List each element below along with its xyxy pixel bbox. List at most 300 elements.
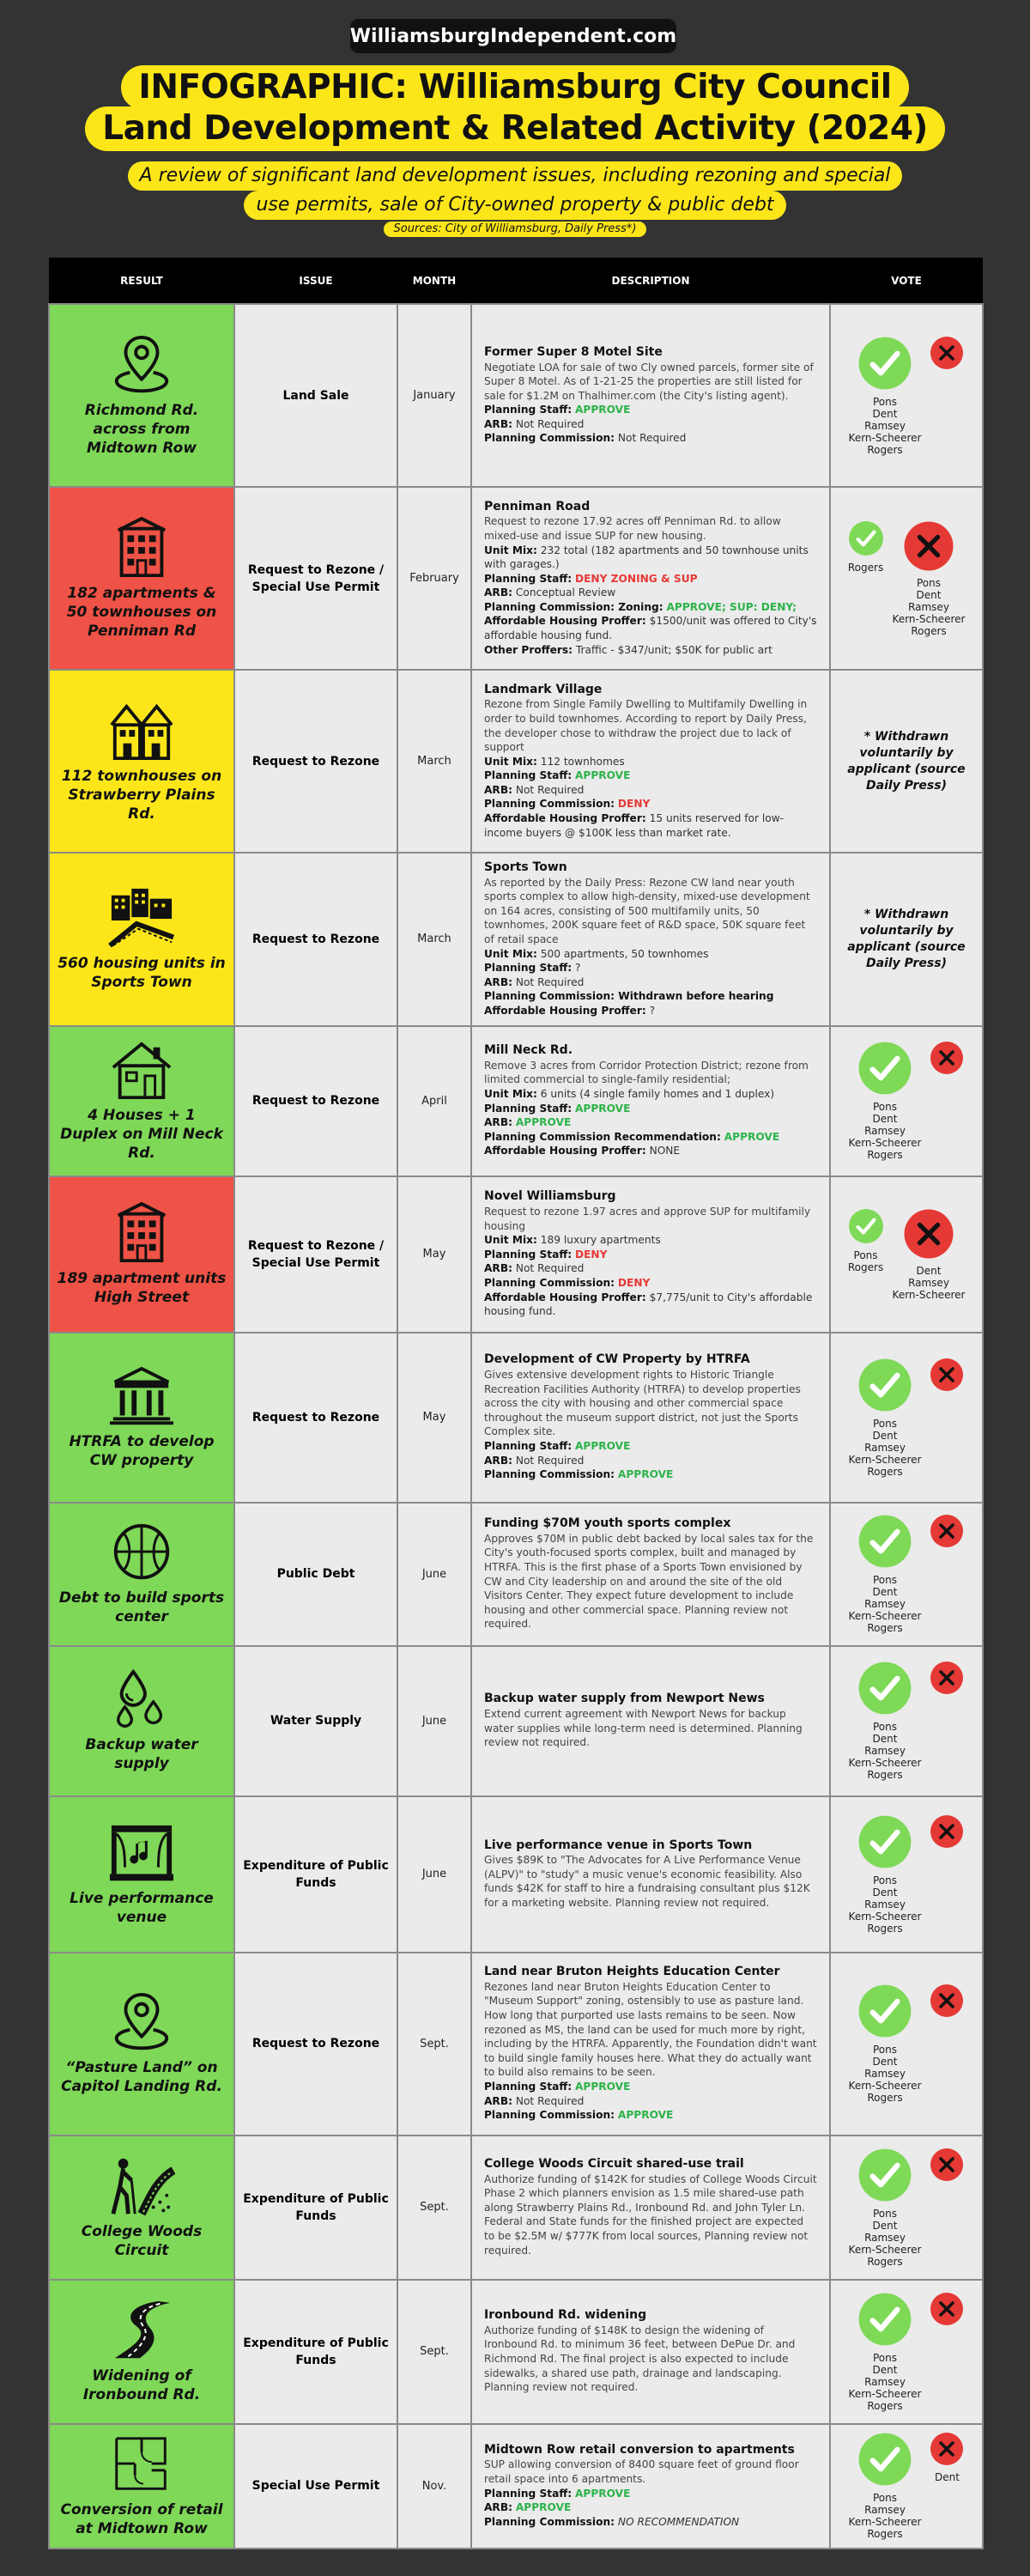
detail-line — [484, 1102, 817, 1116]
yes-names: Pons Dent Ramsey Kern-Scheerer Rogers — [848, 1101, 922, 1162]
detail-line — [484, 1276, 817, 1291]
line-label: Affordable Housing Proffer: — [484, 1291, 646, 1303]
line-label: Affordable Housing Proffer: — [484, 1004, 646, 1017]
result-cell — [49, 1026, 234, 1176]
deny-x-icon — [930, 1358, 964, 1392]
no-votes — [930, 1041, 964, 1161]
sources-note: Sources: City of Williamsburg, Daily Press*) — [384, 222, 647, 237]
table-row — [49, 670, 983, 853]
description-body: Rezones land near Bruton Heights Education Center to "Museum Support" zoning, ostensibly to use as pasture land. How long that purported use lasts remains to be seen. Now rezoned as MS, the land can be used for much more by right, including by the HTRFA. Apparently, the Foundation didn't want to build single family houses here. What they do actually want to build also remains to be seen. — [484, 1980, 817, 2079]
deny-x-icon — [903, 1208, 954, 1260]
issue-cell: Expenditure of Public Funds — [234, 2136, 397, 2280]
issue-cell: Request to Rezone / Special Use Permit — [234, 487, 397, 670]
vote-tally — [834, 1208, 978, 1301]
result-cell — [49, 1333, 234, 1503]
line-label: ARB: — [484, 417, 512, 430]
detail-line — [484, 572, 817, 586]
line-value: DENY — [574, 1248, 608, 1261]
table-row — [49, 304, 983, 487]
detail-line — [484, 1144, 817, 1158]
table-header-row — [49, 258, 983, 304]
yes-votes — [848, 1208, 884, 1301]
vote-cell — [830, 1646, 983, 1796]
vote-cell — [830, 1796, 983, 1953]
line-value: NONE — [649, 1145, 681, 1157]
vote-tally — [834, 2432, 978, 2540]
result-cell — [49, 487, 234, 670]
description-title: College Woods Circuit shared-use trail — [484, 2156, 744, 2171]
detail-line — [484, 600, 817, 615]
line-label: Planning Staff: — [484, 1248, 573, 1261]
detail-line — [484, 811, 817, 840]
line-label: Unit Mix: — [484, 947, 537, 960]
no-names: Pons Dent Ramsey Kern-Scheerer Rogers — [892, 576, 966, 637]
month-cell: May — [397, 1176, 471, 1333]
result-cell — [49, 1953, 234, 2136]
detail-line — [484, 1454, 817, 1468]
description-cell — [471, 853, 830, 1026]
line-value: NO RECOMMENDATION — [617, 2515, 740, 2528]
table-row — [49, 1953, 983, 2136]
result-cell — [49, 304, 234, 487]
line-value: $7,775/unit to City's affordable housing fund. — [484, 1291, 813, 1318]
description-title: Penniman Road — [484, 499, 591, 513]
description-title: Sports Town — [484, 860, 567, 874]
detail-line — [484, 614, 817, 642]
infographic-title — [0, 65, 1030, 151]
detail-line — [484, 2487, 817, 2501]
vote-tally — [834, 1661, 978, 1781]
detail-line — [484, 989, 817, 1004]
line-value: APPROVE — [574, 2487, 631, 2500]
yes-names: Pons Dent Ramsey Kern-Scheerer Rogers — [848, 2351, 922, 2412]
detail-line — [484, 417, 817, 432]
infographic-subtitle — [0, 161, 1030, 237]
activity-table — [48, 258, 984, 2549]
no-votes — [930, 1661, 964, 1781]
vote-cell — [830, 1953, 983, 2136]
museum-icon — [108, 1365, 175, 1427]
vote-cell — [830, 2424, 983, 2549]
title-line-2: Land Development & Related Activity (2024) — [85, 106, 945, 151]
line-label: Planning Staff: — [484, 1102, 573, 1115]
line-value: APPROVE — [515, 1116, 572, 1129]
result-label: Widening of Ironbound Rd. — [82, 2366, 201, 2403]
line-label: Planning Commission: — [484, 2109, 615, 2122]
yes-names: Pons Ramsey Kern-Scheerer Rogers — [848, 2492, 922, 2541]
line-value: APPROVE — [574, 2081, 631, 2093]
result-label: 112 townhouses on Strawberry Plains Rd. — [61, 767, 222, 823]
result-cell — [49, 1796, 234, 1953]
table-row — [49, 1796, 983, 1953]
yes-votes — [849, 1358, 922, 1478]
deny-x-icon — [930, 1661, 964, 1695]
apartment-building-icon — [108, 1202, 175, 1264]
result-cell — [49, 2136, 234, 2280]
basketball-icon — [108, 1522, 175, 1583]
line-label: Affordable Housing Proffer: — [484, 1145, 646, 1157]
yes-names: Pons Dent Ramsey Kern-Scheerer Rogers — [848, 2044, 922, 2105]
approve-check-icon — [857, 1358, 912, 1413]
detail-line — [484, 2515, 817, 2530]
detail-line — [484, 2094, 817, 2109]
line-label: Other Proffers: — [484, 643, 573, 656]
issue-cell: Request to Rezone — [234, 1953, 397, 2136]
result-label: 182 apartments & 50 townhouses on Penniman Rd — [66, 584, 217, 640]
line-label: Planning Commission: Zoning: — [484, 600, 663, 613]
line-label: Planning Staff: — [484, 769, 573, 782]
line-value: Not Required — [515, 1454, 585, 1467]
result-label: Richmond Rd. across from Midtown Row — [84, 401, 199, 457]
vote-cell — [830, 670, 983, 853]
description-title: Former Super 8 Motel Site — [484, 344, 663, 359]
description-cell — [471, 2424, 830, 2549]
description-title: Landmark Village — [484, 682, 603, 696]
no-votes — [930, 2432, 964, 2540]
table-row — [49, 853, 983, 1026]
vote-cell — [830, 1333, 983, 1503]
issue-cell: Special Use Permit — [234, 2424, 397, 2549]
deny-x-icon — [930, 2148, 964, 2182]
issue-cell: Expenditure of Public Funds — [234, 1796, 397, 1953]
yes-names: Pons Dent Ramsey Kern-Scheerer Rogers — [848, 1417, 922, 1478]
month-cell: March — [397, 853, 471, 1026]
month-cell: June — [397, 1503, 471, 1646]
yes-names: Pons Dent Ramsey Kern-Scheerer Rogers — [848, 1721, 922, 1782]
line-label: Planning Staff: — [484, 2081, 573, 2093]
table-row — [49, 2424, 983, 2549]
subtitle-line-2: use permits, sale of City-owned property & public debt — [244, 191, 785, 220]
line-value: 189 luxury apartments — [540, 1234, 661, 1247]
no-names: Dent Ramsey Kern-Scheerer — [892, 1264, 966, 1301]
approve-check-icon — [848, 520, 884, 556]
approve-check-icon — [857, 2292, 912, 2347]
deny-x-icon — [930, 1041, 964, 1075]
detail-line — [484, 975, 817, 990]
detail-line — [484, 431, 817, 446]
yes-votes — [849, 2432, 922, 2540]
yes-names: Pons Dent Ramsey Kern-Scheerer Rogers — [848, 395, 922, 456]
vote-cell — [830, 1026, 983, 1176]
line-value: APPROVE; SUP: DENY; — [666, 600, 797, 613]
issue-cell: Request to Rezone — [234, 1333, 397, 1503]
vote-tally — [834, 1358, 978, 1478]
yes-votes — [849, 2148, 922, 2268]
description-body: Rezone from Single Family Dwelling to Multifamily Dwelling in order to build townhomes. According to report by Daily Press, the developer chose to withdraw the project due to lack of support — [484, 698, 808, 754]
house-icon — [108, 1039, 175, 1101]
vote-cell — [830, 304, 983, 487]
approve-check-icon — [857, 336, 912, 391]
detail-line — [484, 643, 817, 658]
month-cell: Sept. — [397, 2280, 471, 2424]
deny-x-icon — [930, 1984, 964, 2018]
detail-line — [484, 544, 817, 572]
line-label: Unit Mix: — [484, 544, 537, 556]
result-label: Live performance venue — [70, 1889, 214, 1926]
approve-check-icon — [857, 1984, 912, 2038]
vote-tally — [834, 2148, 978, 2268]
result-label: 189 apartment units High Street — [57, 1269, 227, 1306]
line-label: ARB: — [484, 1116, 512, 1129]
site-badge: WilliamsburgIndependent.com — [350, 19, 676, 53]
table-row — [49, 1026, 983, 1176]
description-cell — [471, 670, 830, 853]
month-cell: January — [397, 304, 471, 487]
description-title: Live performance venue in Sports Town — [484, 1838, 753, 1852]
line-value: DENY ZONING & SUP — [574, 572, 698, 585]
withdrawn-note: * Withdrawn voluntarily by applicant (source Daily Press) — [847, 729, 966, 793]
yes-names: Pons Dent Ramsey Kern-Scheerer Rogers — [848, 2207, 922, 2268]
floor-plan-icon — [108, 2433, 175, 2495]
vote-tally — [834, 2292, 978, 2412]
no-votes — [893, 1208, 966, 1301]
line-label: Affordable Housing Proffer: — [484, 615, 646, 628]
line-label: ARB: — [484, 2501, 512, 2514]
description-title: Mill Neck Rd. — [484, 1043, 573, 1058]
line-label: ARB: — [484, 2094, 512, 2107]
line-value: 15 units reserved for low-income buyers @ $100K less than market rate. — [484, 812, 785, 839]
city-development-icon — [108, 887, 175, 949]
yes-votes — [849, 1984, 922, 2104]
line-label: Planning Commission: — [484, 1276, 615, 1289]
title-line-1: INFOGRAPHIC: Williamsburg City Council — [121, 65, 908, 110]
approve-check-icon — [857, 1041, 912, 1096]
detail-line — [484, 2080, 817, 2094]
line-label: Planning Commission: — [484, 1468, 615, 1481]
deny-x-icon — [930, 1514, 964, 1548]
no-votes — [930, 1514, 964, 1634]
no-votes — [930, 1358, 964, 1478]
description-cell — [471, 1646, 830, 1796]
month-cell: Sept. — [397, 2136, 471, 2280]
approve-check-icon — [857, 1814, 912, 1869]
vote-cell — [830, 853, 983, 1026]
description-title: Midtown Row retail conversion to apartments — [484, 2442, 795, 2457]
description-cell — [471, 2136, 830, 2280]
description-title: Development of CW Property by HTRFA — [484, 1352, 750, 1367]
table-row — [49, 487, 983, 670]
line-value: Not Required — [515, 1262, 585, 1275]
month-cell: Nov. — [397, 2424, 471, 2549]
month-cell: April — [397, 1026, 471, 1176]
deny-x-icon — [903, 520, 954, 572]
line-label: Affordable Housing Proffer: — [484, 812, 646, 825]
vote-tally — [834, 1514, 978, 1634]
table-row — [49, 2280, 983, 2424]
line-value: APPROVE — [724, 1130, 780, 1143]
approve-check-icon — [857, 2432, 912, 2487]
detail-line — [484, 2108, 817, 2123]
no-votes — [930, 1814, 964, 1935]
issue-cell: Request to Rezone / Special Use Permit — [234, 1176, 397, 1333]
line-value: APPROVE — [574, 1102, 631, 1115]
table-row — [49, 1646, 983, 1796]
vote-tally — [834, 520, 978, 637]
line-label: Planning Commission Recommendation: — [484, 1130, 721, 1143]
description-cell — [471, 1796, 830, 1953]
approve-check-icon — [857, 1661, 912, 1716]
description-body: Authorize funding of $142K for studies of College Woods Circuit Phase 2 which planners envision as 1.5 mile shared-use path along Strawberry Plains Rd., Ironbound Rd. and John Tyler Ln. Federal and State funds for the finished project are expected to be $2.5M w/ $777K from local sources, Planning review not required. — [484, 2172, 817, 2257]
result-label: Debt to build sports center — [58, 1589, 225, 1626]
detail-line — [484, 1439, 817, 1454]
result-cell — [49, 2280, 234, 2424]
result-label: HTRFA to develop CW property — [69, 1432, 215, 1469]
detail-line — [484, 1291, 817, 1319]
line-label: ARB: — [484, 1262, 512, 1275]
description-body: Extend current agreement with Newport News for backup water supplies while long-term need is determined. Planning review not required. — [484, 1707, 803, 1749]
header-issue: ISSUE — [234, 258, 397, 304]
line-label: Unit Mix: — [484, 1234, 537, 1247]
result-label: Backup water supply — [85, 1736, 198, 1773]
line-label: Planning Commission: — [484, 432, 615, 445]
header-result: RESULT — [49, 258, 234, 304]
description-body: Authorize funding of $148K to design the widening of Ironbound Rd. to minimum 36 feet, between DePue Dr. and Richmond Rd. The final project is also expected to include sidewalks, a shared use path, drainage and landscaping. Planning review not required. — [484, 2324, 796, 2394]
deny-x-icon — [930, 336, 964, 370]
yes-names: Pons Dent Ramsey Kern-Scheerer Rogers — [848, 1574, 922, 1635]
line-value: Not Required — [617, 432, 687, 445]
yes-votes — [849, 336, 922, 456]
result-label: 4 Houses + 1 Duplex on Mill Neck Rd. — [60, 1107, 223, 1163]
month-cell: Sept. — [397, 1953, 471, 2136]
map-pin-icon — [108, 334, 175, 396]
line-value: ? — [649, 1004, 656, 1017]
line-label: Planning Staff: — [484, 2487, 573, 2500]
yes-votes — [849, 1041, 922, 1161]
description-title: Ironbound Rd. widening — [484, 2308, 647, 2323]
result-cell — [49, 1503, 234, 1646]
line-label: Unit Mix: — [484, 755, 537, 768]
detail-line — [484, 1004, 817, 1018]
header-vote: VOTE — [830, 258, 983, 304]
no-votes — [930, 2292, 964, 2412]
description-cell — [471, 1026, 830, 1176]
line-label: ARB: — [484, 586, 512, 599]
description-body: Approves $70M in public debt backed by local sales tax for the City's youth-focused sports complex, built and managed by HTRFA. This is the first phase of a Sports Town envisioned by CW and City leadership on and around the site of the old Visitors Center. They expect future development to include housing and other commercial space. Planning review not required. — [484, 1532, 814, 1631]
detail-line — [484, 2500, 817, 2515]
line-value: 500 apartments, 50 townhomes — [540, 947, 709, 960]
line-label: ARB: — [484, 975, 512, 988]
description-cell — [471, 304, 830, 487]
month-cell: June — [397, 1796, 471, 1953]
description-cell — [471, 1333, 830, 1503]
yes-votes — [849, 2292, 922, 2412]
line-label: Unit Mix: — [484, 1087, 537, 1100]
description-cell — [471, 487, 830, 670]
description-title: Backup water supply from Newport News — [484, 1692, 765, 1706]
description-body: Negotiate LOA for sale of two Cly owned parcels, former site of Super 8 Motel. As of 1-21-25 the properties are still listed for sale for $1.2M on Thalhimer.com (the City's listing agent). — [484, 361, 814, 402]
vote-cell — [830, 2280, 983, 2424]
month-cell: May — [397, 1333, 471, 1503]
vote-tally — [834, 1814, 978, 1935]
line-label: Planning Commission: — [484, 798, 615, 811]
month-cell: March — [397, 670, 471, 853]
line-value: Not Required — [515, 417, 585, 430]
description-body: Remove 3 acres from Corridor Protection District; rezone from limited commercial to single-family residential; — [484, 1059, 809, 1086]
issue-cell: Request to Rezone — [234, 670, 397, 853]
description-body: SUP allowing conversion of 8400 square feet of ground floor retail space into 6 apartments. — [484, 2458, 799, 2485]
result-cell — [49, 1176, 234, 1333]
detail-line — [484, 947, 817, 962]
detail-line — [484, 961, 817, 975]
yes-names: Pons Rogers — [847, 1249, 884, 1273]
table-row — [49, 1333, 983, 1503]
yes-votes — [849, 1514, 922, 1634]
yes-votes — [849, 1661, 922, 1781]
hiker-trail-icon — [108, 2155, 175, 2217]
table-row — [49, 1176, 983, 1333]
line-value: APPROVE — [574, 769, 631, 782]
approve-check-icon — [857, 1514, 912, 1569]
line-value: APPROVE — [515, 2501, 572, 2514]
vote-cell — [830, 2136, 983, 2280]
detail-line — [484, 783, 817, 798]
month-cell: February — [397, 487, 471, 670]
deny-x-icon — [930, 2292, 964, 2326]
result-label: 560 housing units in Sports Town — [58, 954, 226, 991]
no-votes — [930, 1984, 964, 2104]
issue-cell: Public Debt — [234, 1503, 397, 1646]
line-label: Planning Staff: — [484, 404, 573, 416]
issue-cell: Request to Rezone — [234, 1026, 397, 1176]
music-stage-icon — [108, 1822, 175, 1884]
line-value: Traffic - $347/unit; $50K for public art — [575, 643, 772, 656]
line-value: $1500/unit was offered to City's affordable housing fund. — [484, 615, 817, 642]
line-value: DENY — [617, 1276, 651, 1289]
description-title: Novel Williamsburg — [484, 1189, 616, 1204]
header-month: MONTH — [397, 258, 471, 304]
vote-cell — [830, 1176, 983, 1333]
line-value: DENY — [617, 798, 651, 811]
description-cell — [471, 1953, 830, 2136]
description-body: Gives $89K to "The Advocates for A Live Performance Venue (ALPV)" to "study" a music venue's economic feasibility. Also funds $42K for staff to hire a fundraising consultant plus $12K for a marketing website. Planning review not required. — [484, 1854, 810, 1909]
table-row — [49, 2136, 983, 2280]
line-value: Conceptual Review — [515, 586, 616, 599]
detail-line — [484, 1248, 817, 1262]
yes-votes — [848, 520, 884, 637]
line-label: Planning Staff: — [484, 1439, 573, 1452]
result-cell — [49, 670, 234, 853]
subtitle-line-1: A review of significant land development issues, including rezoning and special — [128, 161, 903, 191]
line-label: ARB: — [484, 1454, 512, 1467]
result-label: “Pasture Land” on Capitol Landing Rd. — [61, 2059, 222, 2096]
line-value: 232 total (182 apartments and 50 townhouse units with garages.) — [484, 544, 809, 571]
townhouses-icon — [108, 700, 175, 762]
result-label: Conversion of retail at Midtown Row — [60, 2501, 223, 2538]
month-cell: June — [397, 1646, 471, 1796]
detail-line — [484, 1261, 817, 1276]
vote-tally — [834, 336, 978, 456]
line-value: APPROVE — [574, 1439, 631, 1452]
line-value: APPROVE — [617, 1468, 674, 1481]
vote-tally — [834, 1041, 978, 1161]
line-value: ? — [574, 962, 581, 975]
line-label: Planning Commission: — [484, 2515, 615, 2528]
result-label: College Woods Circuit — [81, 2222, 203, 2259]
vote-tally — [834, 1984, 978, 2104]
description-body: Gives extensive development rights to Historic Triangle Recreation Facilities Authority (HTRFA) to develop properties across the city with housing and other commercial space throughout the museum support district, not just the Sports Complex site. — [484, 1368, 801, 1438]
detail-line — [484, 403, 817, 417]
description-cell — [471, 2280, 830, 2424]
issue-cell: Request to Rezone — [234, 853, 397, 1026]
description-title: Funding $70M youth sports complex — [484, 1516, 731, 1531]
approve-check-icon — [848, 1208, 884, 1244]
line-label: Planning Staff: — [484, 962, 573, 975]
detail-line — [484, 1130, 817, 1145]
detail-line — [484, 1467, 817, 1482]
withdrawn-note: * Withdrawn voluntarily by applicant (source Daily Press) — [847, 907, 966, 970]
line-value: Not Required — [515, 975, 585, 988]
vote-cell — [830, 1503, 983, 1646]
